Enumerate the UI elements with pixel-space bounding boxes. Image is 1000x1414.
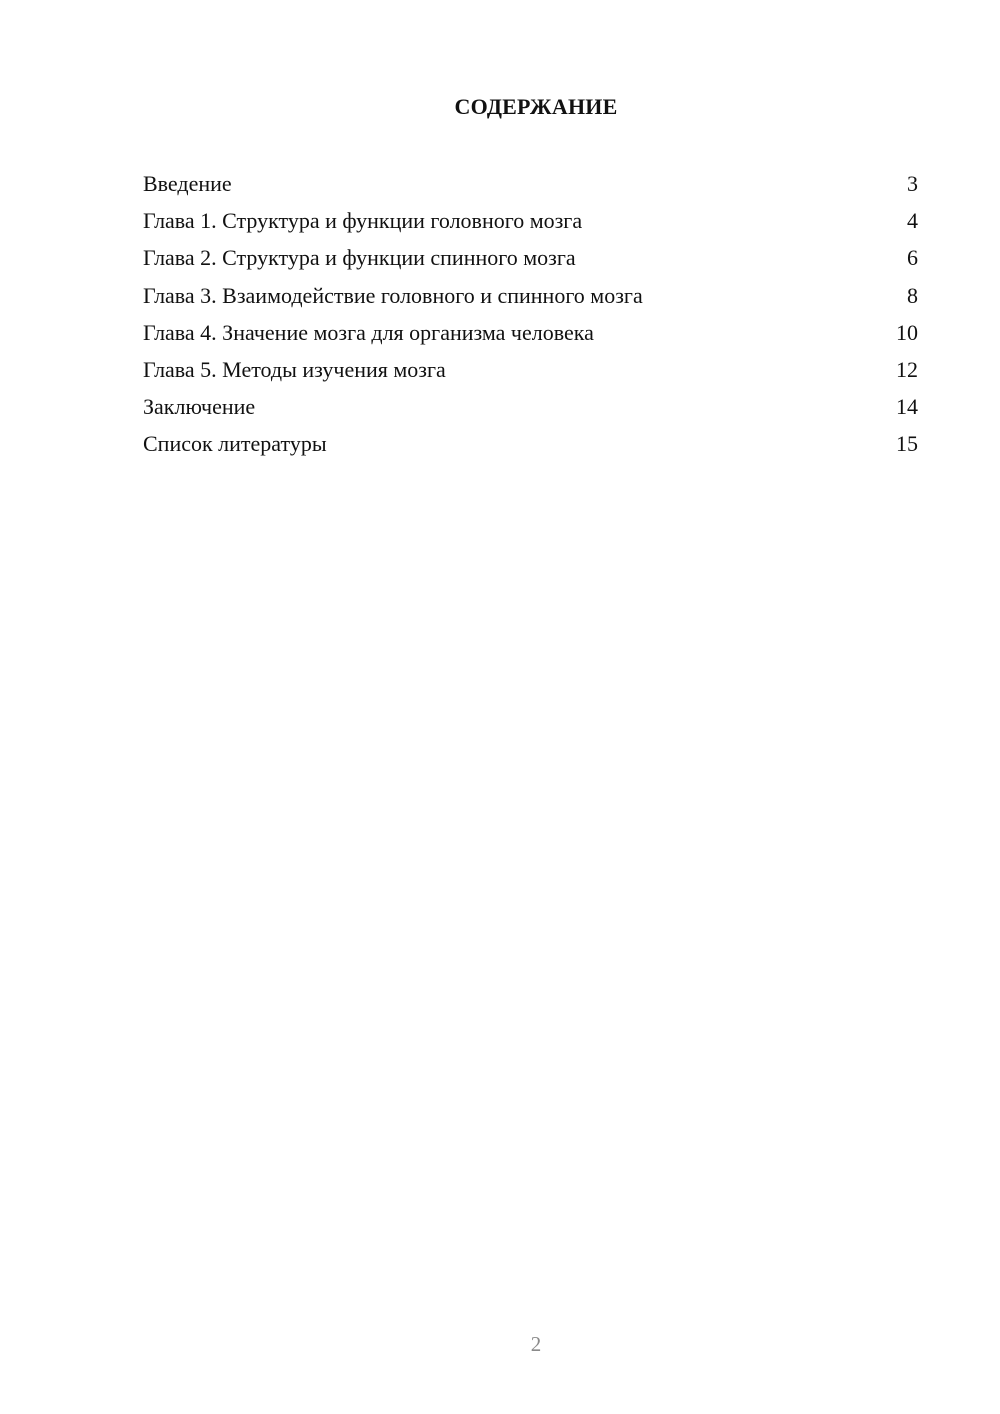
toc-entry-page: 10 xyxy=(896,319,918,345)
toc-entry-chapter-4 xyxy=(143,317,918,354)
toc-entry-label: Введение xyxy=(143,171,232,196)
table-of-contents xyxy=(143,168,918,466)
toc-entry-page: 14 xyxy=(896,394,918,420)
toc-entry-label: Список литературы xyxy=(143,431,327,457)
toc-entry-chapter-5 xyxy=(143,354,918,391)
page-number: 2 xyxy=(530,1332,542,1356)
toc-entry-page: 4 xyxy=(907,208,918,234)
toc-entry-label: Глава 1. Структура и функции головного мозга xyxy=(143,208,583,234)
toc-entry-page: 3 xyxy=(907,171,918,196)
toc-entry-label: Заключение xyxy=(143,394,256,420)
toc-entry-chapter-3 xyxy=(143,280,918,317)
toc-entry-page: 15 xyxy=(896,431,918,457)
page-title: СОДЕРЖАНИЕ xyxy=(454,94,618,119)
toc-entry-label: Глава 2. Структура и функции спинного мозга xyxy=(143,245,576,271)
toc-entry-page: 12 xyxy=(896,356,918,382)
toc-entry-page: 8 xyxy=(907,282,918,308)
toc-entry-label: Глава 4. Значение мозга для организма человека xyxy=(143,319,594,345)
toc-entry-introduction xyxy=(143,168,918,205)
toc-entry-label: Глава 3. Взаимодействие головного и спинного мозга xyxy=(143,282,643,308)
toc-entry-chapter-2 xyxy=(143,242,918,279)
toc-entry-label: Глава 5. Методы изучения мозга xyxy=(143,356,446,382)
toc-entry-chapter-1 xyxy=(143,205,918,242)
toc-entry-references xyxy=(143,428,918,465)
toc-entry-page: 6 xyxy=(907,245,918,271)
toc-entry-conclusion xyxy=(143,391,918,428)
